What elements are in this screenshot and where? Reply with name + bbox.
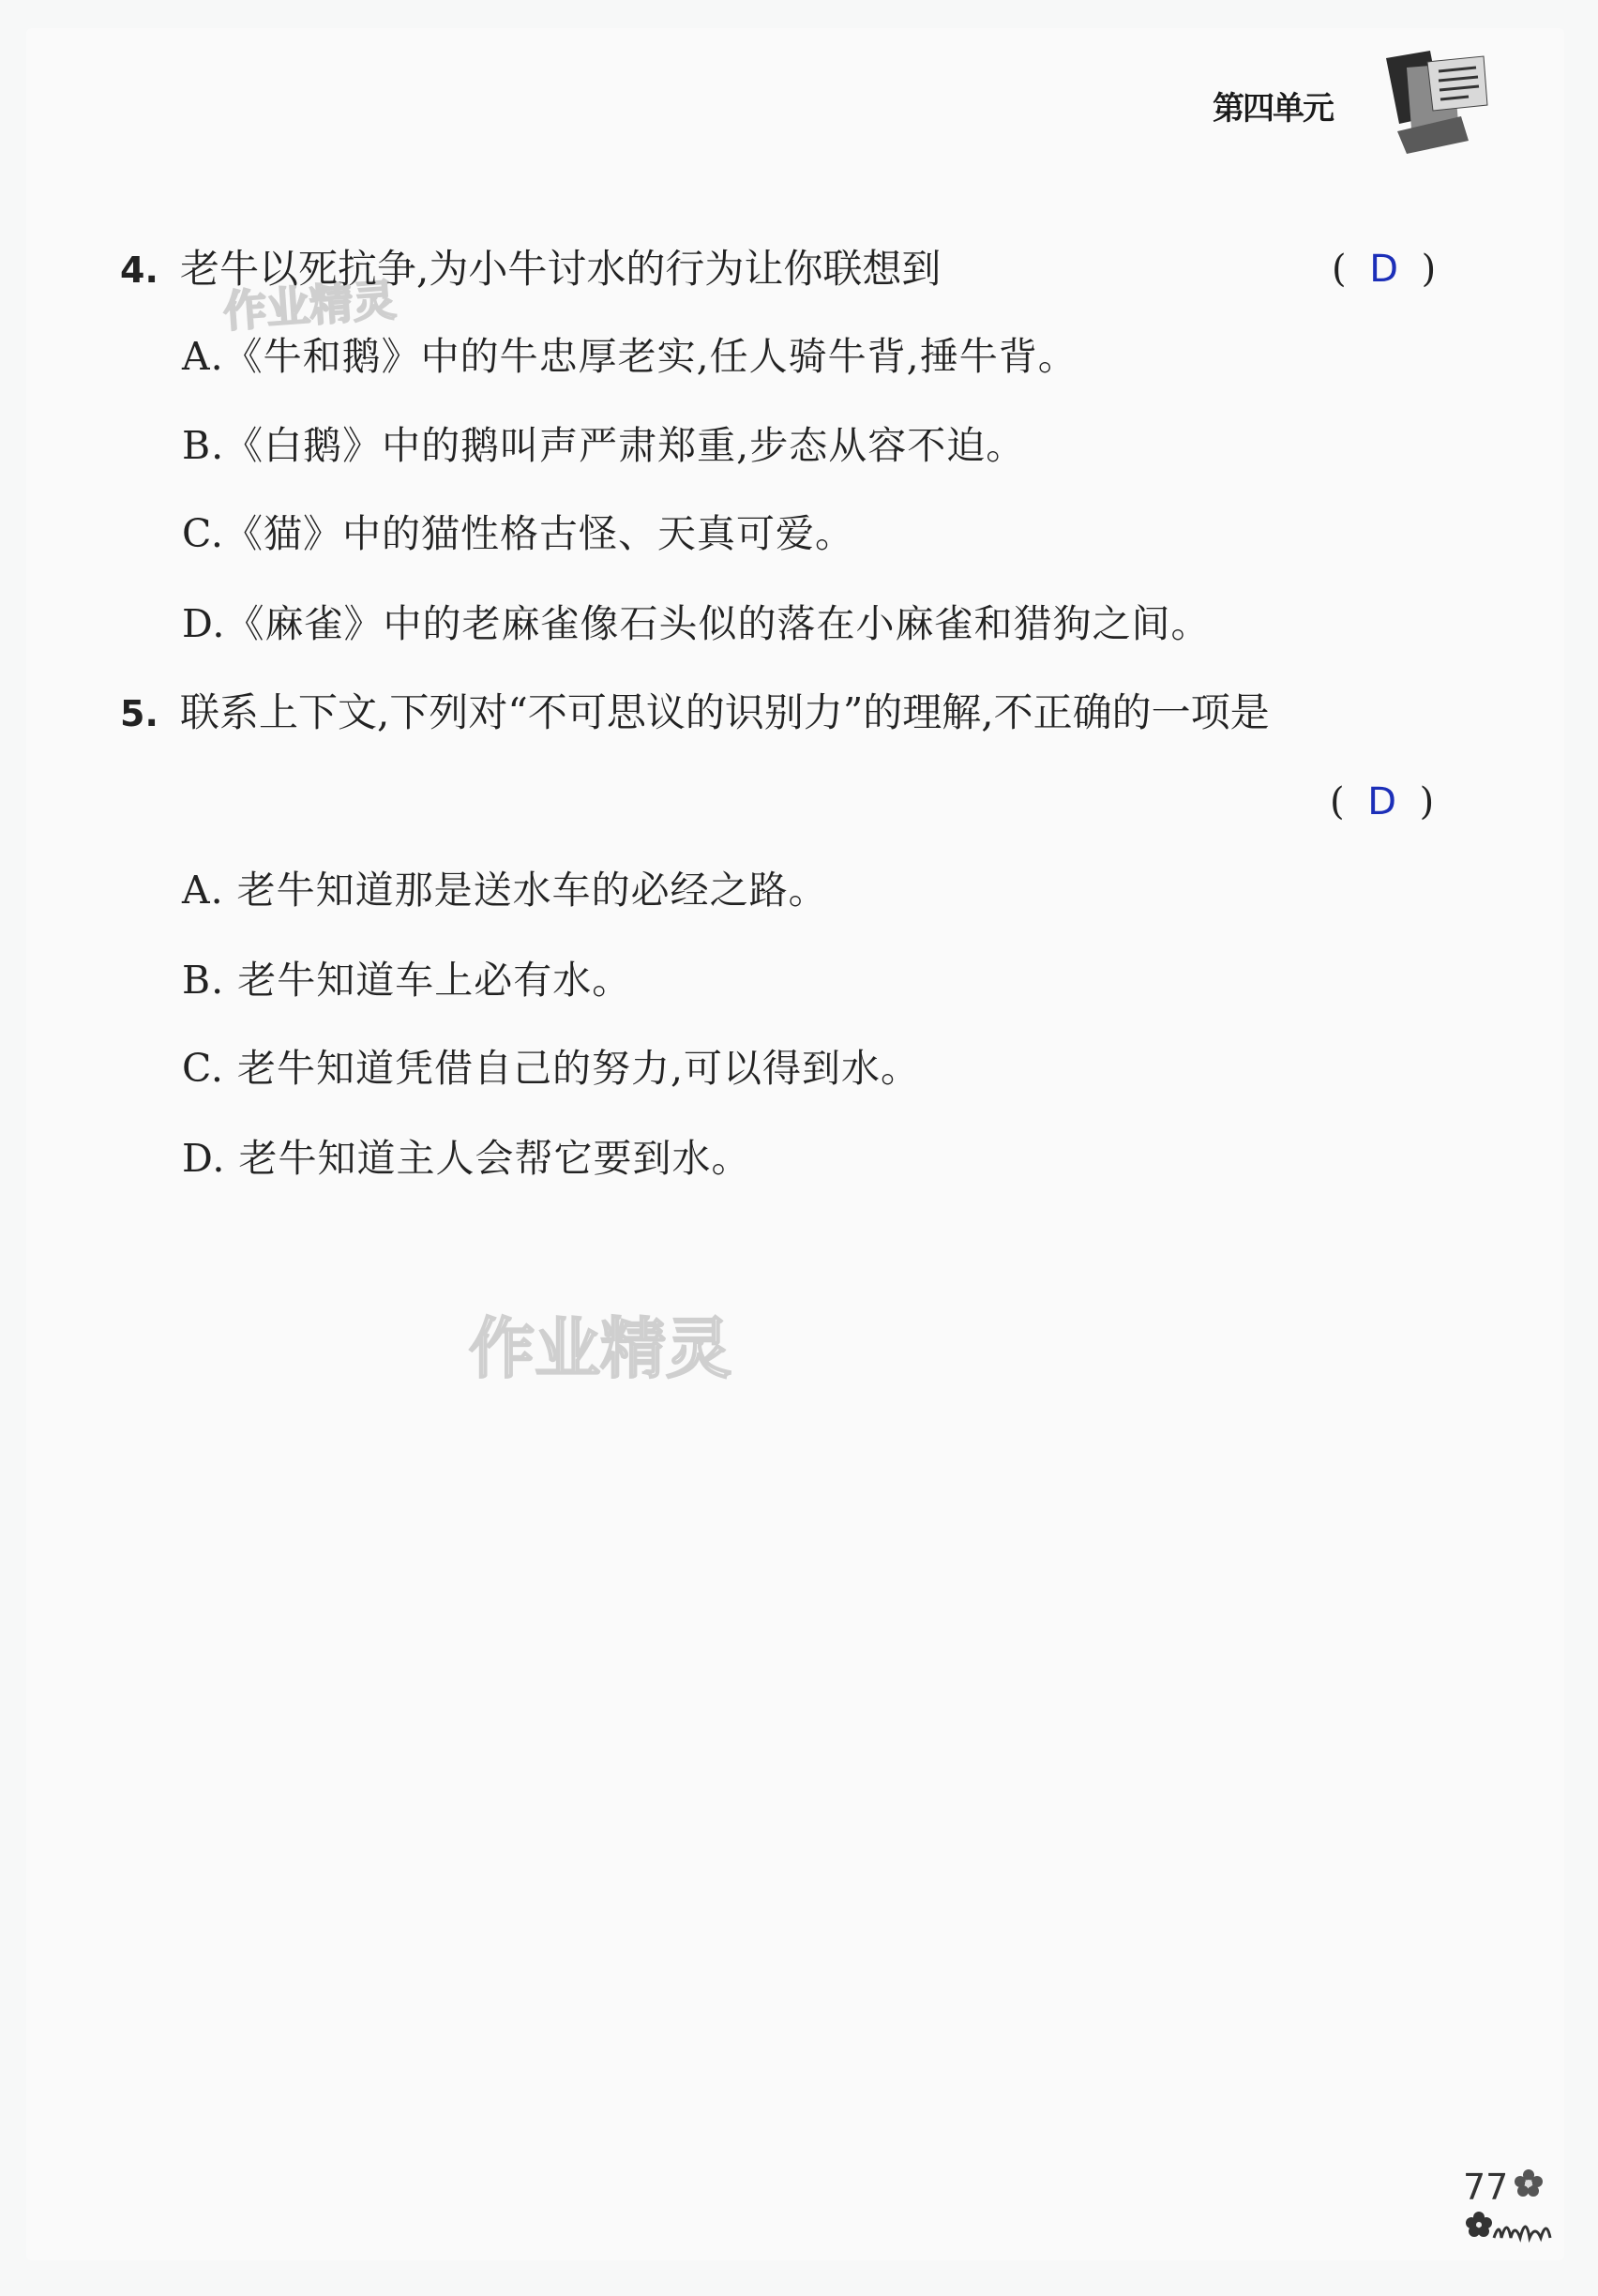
question-number: 5.: [120, 693, 158, 734]
option-c: C.《猫》中的猫性格古怪、天真可爱。: [182, 511, 854, 556]
book-stack-icon: [1379, 49, 1500, 161]
question-4-stem: [120, 246, 941, 294]
question-text: 联系上下文,下列对“不可思议的识别力”的理解,不正确的一项是: [180, 689, 1270, 735]
question-text: 老牛以死抗争,为小牛讨水的行为让你联想到: [180, 246, 942, 292]
flower-grass-icon: [1458, 2148, 1561, 2251]
answer-value: D: [1367, 780, 1397, 823]
page-number: 77: [1463, 2167, 1509, 2208]
answer-bracket-5: ( D ): [1330, 780, 1435, 823]
question-number: 4.: [120, 249, 158, 291]
unit-title: 第四单元: [1213, 90, 1333, 128]
answer-bracket-4: ( D ): [1332, 248, 1437, 291]
answer-value: D: [1369, 248, 1399, 291]
option-b: B.《白鹅》中的鹅叫声严肃郑重,步态从容不迫。: [182, 423, 1026, 468]
option-c: C. 老牛知道凭借自己的努力,可以得到水。: [182, 1046, 921, 1091]
option-b: B. 老牛知道车上必有水。: [182, 958, 632, 1003]
option-a: A. 老牛知道那是送水车的必经之路。: [182, 868, 828, 913]
question-5-stem: [120, 689, 1270, 737]
option-d: D. 老牛知道主人会帮它要到水。: [182, 1136, 751, 1181]
option-d: D.《麻雀》中的老麻雀像石头似的落在小麻雀和猎狗之间。: [182, 601, 1211, 646]
option-a: A.《牛和鹅》中的牛忠厚老实,任人骑牛背,捶牛背。: [182, 334, 1078, 379]
watermark-middle: 作业精灵: [469, 1310, 731, 1387]
watermark-top: 作业精灵: [221, 274, 398, 338]
